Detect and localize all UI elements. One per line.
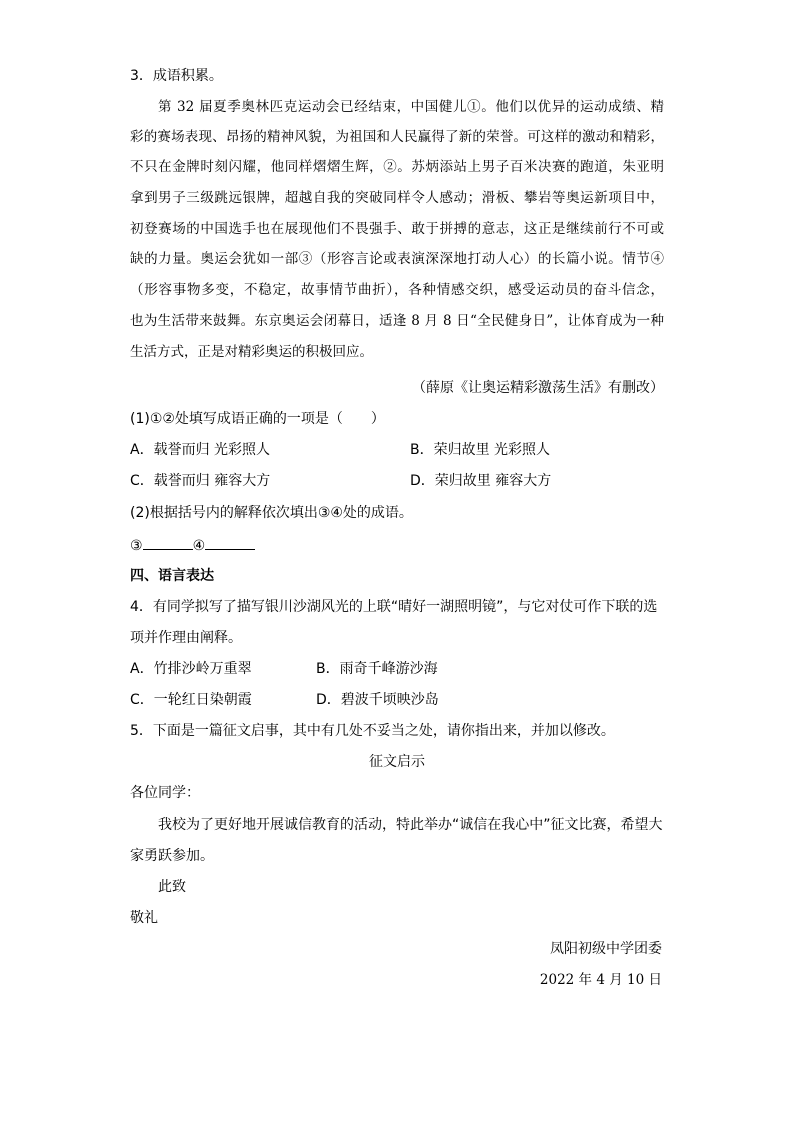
q4-option-d: D．碧波千顷映沙岛: [316, 692, 439, 708]
passage-line: 也为生活带来鼓舞。东京奥运会闭幕日，适逢 8 月 8 日“全民健身日”，让体育成为一种: [130, 313, 664, 329]
blank-4-field[interactable]: [205, 535, 255, 550]
passage-line: 缺的力量。奥运会犹如一部③（形容言论或表演深深地打动人心）的长篇小说。情节④: [130, 251, 664, 267]
notice-signature: 凤阳初级中学团委: [550, 941, 662, 957]
option-d: D．荣归故里 雍容大方: [410, 473, 552, 489]
passage-line: 彩的赛场表现、昂扬的精神风貌，为祖国和人民赢得了新的荣誉。可这样的激动和精彩，: [130, 129, 664, 145]
notice-closing-2: 敬礼: [130, 910, 158, 926]
q4-option-a: A．竹排沙岭万重翠: [130, 661, 252, 677]
passage-line: 不只在金牌时刻闪耀，他同样熠熠生辉，②。苏炳添站上男子百米决赛的跑道，朱亚明: [130, 159, 664, 175]
option-a: A．载誉而归 光彩照人: [130, 442, 271, 458]
sub-question-2: (2)根据括号内的解释依次填出③④处的成语。: [130, 505, 413, 521]
blank-3-field[interactable]: [143, 535, 193, 550]
q4-option-b: B．雨奇千峰游沙海: [316, 661, 438, 677]
answer-blanks: [130, 535, 255, 556]
sub-question-1: (1)①②处填写成语正确的一项是（ ）: [130, 411, 385, 427]
passage-line: 生活方式，正是对精彩奥运的积极回应。: [130, 344, 373, 360]
notice-date: 2022 年 4 月 10 日: [539, 972, 662, 988]
passage-source: （薛原《让奥运精彩激荡生活》有删改）: [412, 380, 664, 396]
notice-body-line-1: 我校为了更好地开展诚信教育的活动，特此举办“诚信在我心中”征文比赛，希望大: [158, 817, 663, 833]
passage-line: 拿到男子三级跳远银牌，超越自我的突破同样令人感动；滑板、攀岩等奥运新项目中，: [130, 190, 664, 206]
question-4-line-1: 4．有同学拟写了描写银川沙湖风光的上联“晴好一湖照明镜”，与它对仗可作下联的选: [130, 599, 658, 615]
notice-title: 征文启示: [369, 754, 425, 770]
question-4-line-2: 项并作理由阐释。: [130, 630, 242, 646]
blank-4-label: ④: [192, 538, 206, 554]
option-c: C．载誉而归 雍容大方: [130, 473, 271, 489]
blank-3-label: ③: [130, 538, 143, 554]
notice-salutation: 各位同学：: [130, 785, 200, 801]
question-3-heading: 3．成语积累。: [130, 68, 223, 84]
q4-option-c: C．一轮红日染朝霞: [130, 692, 252, 708]
passage-line: 初登赛场的中国选手也在展现他们不畏强手、敢于拼搏的意志，这正是继续前行不可或: [130, 221, 664, 237]
question-5-line: 5．下面是一篇征文启事，其中有几处不妥当之处，请你指出来，并加以修改。: [130, 723, 615, 739]
passage-line: 第 32 届夏季奥林匹克运动会已经结束，中国健儿①。他们以优异的运动成绩、精: [158, 99, 664, 115]
passage-line: （形容事物多变，不稳定，故事情节曲折），各种情感交织，感受运动员的奋斗信念，: [130, 282, 664, 298]
notice-closing-1: 此致: [158, 879, 186, 895]
section-4-heading: 四、语言表达: [130, 568, 214, 584]
notice-body-line-2: 家勇跃参加。: [130, 848, 214, 864]
option-b: B．荣归故里 光彩照人: [410, 442, 551, 458]
